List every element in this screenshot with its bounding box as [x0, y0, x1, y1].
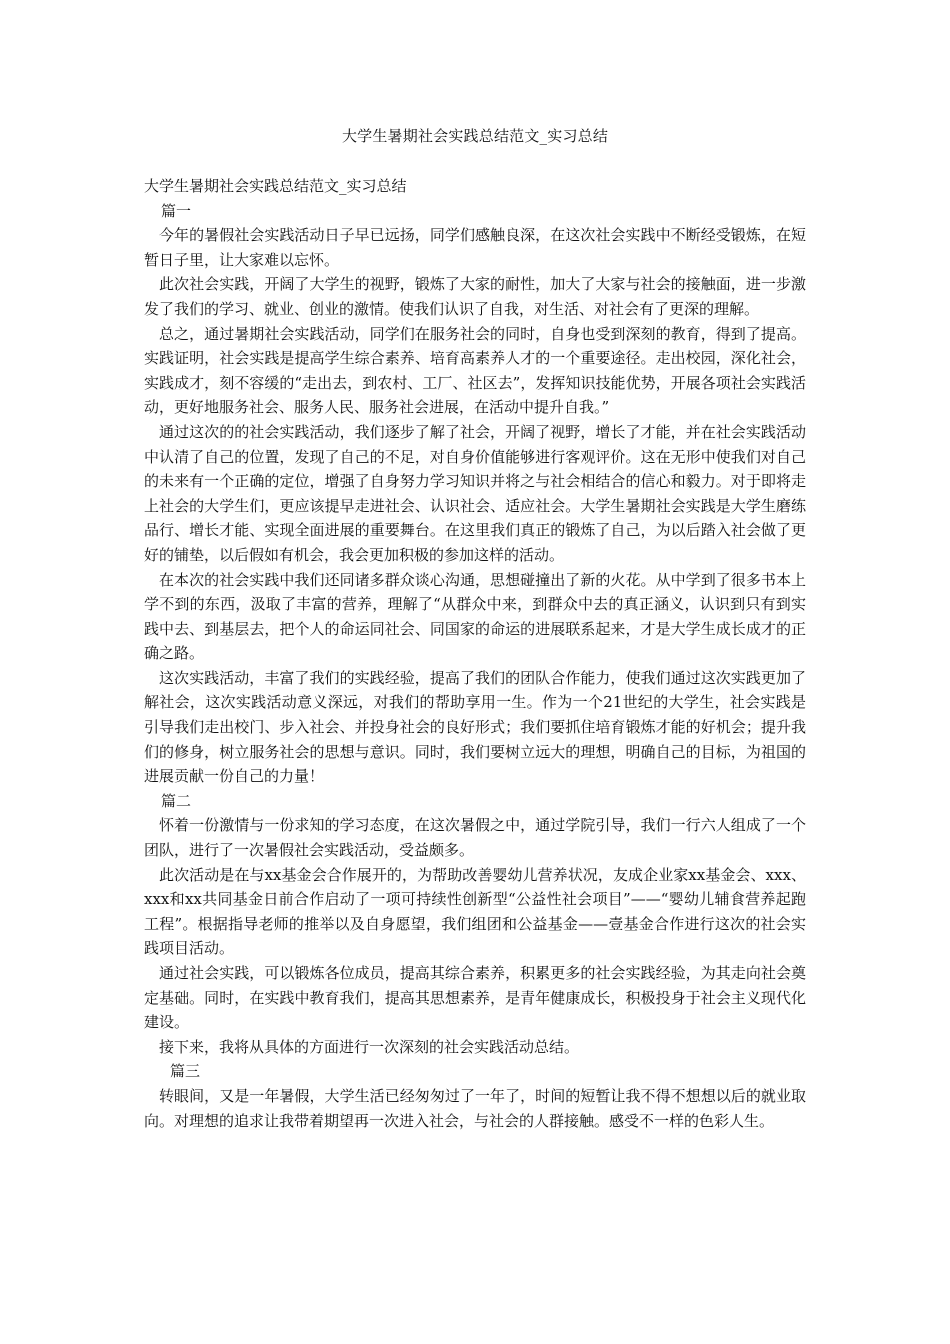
paragraph: 通过这次的的社会实践活动，我们逐步了解了社会，开阔了视野，增长了才能，并在社会实践活动中认清了自己的位置，发现了自己的不足，对自身价值能够进行客观评价。这在无形中使我们对自己的未来有一个正确的定位，增强了自身努力学习知识并将之与社会相结合的信心和毅力。对于即将走上社会的大学生们，更应该提早走进社会、认识社会、适应社会。大学生暑期社会实践是大学生磨练品行、增长才能、实现全面进展的重要舞台。在这里我们真正的锻炼了自己，为以后踏入社会做了更好的铺垫，以后假如有机会，我会更加积极的参加这样的活动。 — [144, 422, 806, 564]
document-subtitle: 大学生暑期社会实践总结范文_实习总结 — [144, 177, 407, 195]
section-heading-3: 篇三 — [170, 1062, 201, 1081]
section-heading-2: 篇二 — [161, 791, 192, 810]
paragraph: 通过社会实践，可以锻炼各位成员，提高其综合素养，积累更多的社会实践经验，为其走向社会奠定基础。同时，在实践中教育我们，提高其思想素养，是青年健康成长，积极投身于社会主义现代化建设。 — [144, 964, 806, 1032]
document-title: 大学生暑期社会实践总结范文_实习总结 — [341, 127, 609, 145]
document-body — [144, 174, 806, 1133]
paragraph: 今年的暑假社会实践活动日子早已远扬，同学们感触良深，在这次社会实践中不断经受锻炼，在短暂日子里，让大家难以忘怀。 — [144, 226, 806, 269]
paragraph: 在本次的社会实践中我们还同诸多群众谈心沟通，思想碰撞出了新的火花。从中学到了很多书本上学不到的东西，汲取了丰富的营养，理解了“从群众中来，到群众中去的真正涵义，认识到只有到实践中去、到基层去，把个人的命运同社会、同国家的命运的进展联系起来，才是大学生成长成才的正确之路。 — [144, 570, 806, 663]
paragraph: 此次社会实践，开阔了大学生的视野，锻炼了大家的耐性，加大了大家与社会的接触面，进一步激发了我们的学习、就业、创业的激情。使我们认识了自我，对生活、对社会有了更深的理解。 — [144, 275, 806, 318]
paragraph: 这次实践活动，丰富了我们的实践经验，提高了我们的团队合作能力，使我们通过这次实践更加了解社会，这次实践活动意义深远，对我们的帮助享用一生。作为一个21世纪的大学生，社会实践是引导我们走出校门、步入社会、并投身社会的良好形式；我们要抓住培育锻炼才能的好机会；提升我们的修身，树立服务社会的思想与意识。同时，我们要树立远大的理想，明确自己的目标，为祖国的进展贡献一份自己的力量！ — [144, 668, 806, 786]
paragraph: 转眼间，又是一年暑假，大学生活已经匆匆过了一年了，时间的短暂让我不得不想想以后的就业取向。对理想的追求让我带着期望再一次进入社会，与社会的人群接触。感受不一样的色彩人生。 — [144, 1086, 806, 1130]
paragraph: 此次活动是在与xx基金会合作展开的，为帮助改善婴幼儿营养状况，友成企业家xx基金会、xxx、xxx和xx共同基金日前合作启动了一项可持续性创新型“公益性社会项目”——“婴幼儿辅食营养起跑工程”。根据指导老师的推举以及自身愿望，我们组团和公益基金——壹基金合作进行这次的社会实践项目活动。 — [144, 865, 806, 958]
paragraph: 总之，通过暑期社会实践活动，同学们在服务社会的同时，自身也受到深刻的教育，得到了提高。实践证明，社会实践是提高学生综合素养、培育高素养人才的一个重要途径。走出校园，深化社会，实践成才，刻不容缓的“走出去，到农村、工厂、社区去”，发挥知识技能优势，开展各项社会实践活动，更好地服务社会、服务人民、服务社会进展，在活动中提升自我。” — [144, 324, 806, 417]
paragraph: 怀着一份激情与一份求知的学习态度，在这次暑假之中，通过学院引导，我们一行六人组成了一个团队，进行了一次暑假社会实践活动，受益颇多。 — [144, 816, 806, 860]
section-heading-1: 篇一 — [161, 201, 192, 220]
paragraph: 接下来，我将从具体的方面进行一次深刻的社会实践活动总结。 — [159, 1037, 580, 1056]
